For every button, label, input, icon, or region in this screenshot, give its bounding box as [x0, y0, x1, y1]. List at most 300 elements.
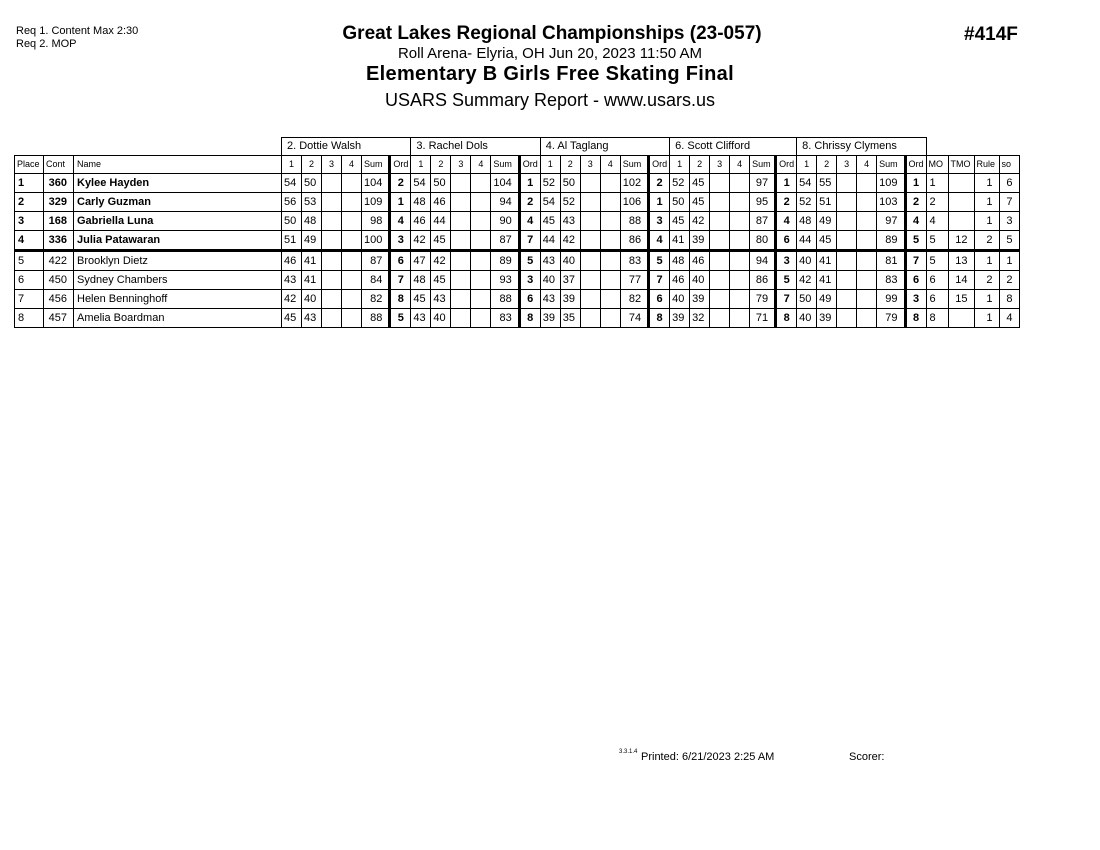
judge-score-cell: 44 [431, 212, 451, 231]
judge-score-cell: 48 [411, 271, 431, 290]
judge-ordinal-cell: 7 [649, 271, 670, 290]
judge-sum-cell: 87 [750, 212, 776, 231]
rule-cell: 2 [974, 271, 999, 290]
tmo-cell: 14 [948, 271, 974, 290]
judge-score-cell: 53 [302, 193, 322, 212]
judge-score-cell: 48 [797, 212, 817, 231]
judge-score-cell [342, 231, 362, 251]
judge-score-cell [837, 309, 857, 328]
judge-ordinal-cell: 6 [390, 251, 411, 271]
judge-score-cell: 43 [431, 290, 451, 309]
mo-cell: 5 [926, 231, 948, 251]
judge-sum-cell: 71 [750, 309, 776, 328]
judge-score-cell: 41 [817, 271, 837, 290]
contestant-number-cell: 168 [44, 212, 74, 231]
judge-score-cell [471, 290, 491, 309]
col-header-judge-1-sum: Sum [362, 156, 390, 174]
judge-score-cell: 39 [670, 309, 690, 328]
judge-score-cell [730, 193, 750, 212]
judge-sum-cell: 88 [362, 309, 390, 328]
judge-sum-cell: 86 [620, 231, 648, 251]
judge-score-cell [710, 271, 730, 290]
judge-score-cell [580, 251, 600, 271]
judge-sum-cell: 81 [877, 251, 905, 271]
judge-sum-cell: 83 [491, 309, 519, 328]
judge-score-cell: 54 [411, 174, 431, 193]
judge-ordinal-cell: 4 [776, 212, 797, 231]
judge-score-cell: 48 [670, 251, 690, 271]
judge-score-cell: 42 [431, 251, 451, 271]
judge-sum-cell: 88 [620, 212, 648, 231]
judge-score-cell [580, 212, 600, 231]
judge-score-cell: 43 [302, 309, 322, 328]
judge-score-cell [600, 231, 620, 251]
col-header-rule: Rule [974, 156, 999, 174]
judge-score-cell [837, 212, 857, 231]
judge-sum-cell: 99 [877, 290, 905, 309]
judge-sum-cell: 82 [362, 290, 390, 309]
judge-sum-cell: 83 [877, 271, 905, 290]
judge-score-cell: 45 [540, 212, 560, 231]
contestant-number-cell: 422 [44, 251, 74, 271]
judge-score-cell: 41 [302, 251, 322, 271]
judge-sum-cell: 86 [750, 271, 776, 290]
judge-score-cell [857, 251, 877, 271]
judge-score-cell: 39 [690, 290, 710, 309]
judge-score-cell [600, 251, 620, 271]
judge-score-cell: 52 [560, 193, 580, 212]
judge-ordinal-cell: 2 [519, 193, 540, 212]
judge-ordinal-cell: 8 [390, 290, 411, 309]
judge-score-cell [322, 271, 342, 290]
competition-title: Great Lakes Regional Championships (23-057) [342, 23, 762, 44]
table-row [15, 212, 1020, 231]
judge-sum-cell: 79 [750, 290, 776, 309]
rule-cell: 1 [974, 193, 999, 212]
table-row [15, 251, 1020, 271]
judge-ordinal-cell: 7 [519, 231, 540, 251]
judge-score-cell [730, 271, 750, 290]
judge-score-cell [857, 231, 877, 251]
judge-score-cell [857, 290, 877, 309]
skater-name-cell: Amelia Boardman [74, 309, 282, 328]
judge-score-cell [322, 212, 342, 231]
judge-score-cell: 40 [670, 290, 690, 309]
col-header-judge-2-score: 2 [431, 156, 451, 174]
judge-ordinal-cell: 6 [519, 290, 540, 309]
skater-name-cell: Brooklyn Dietz [74, 251, 282, 271]
judge-score-cell [451, 174, 471, 193]
judge-ordinal-cell: 1 [390, 193, 411, 212]
judge-score-cell: 46 [431, 193, 451, 212]
judge-score-cell: 46 [411, 212, 431, 231]
judge-score-cell [451, 271, 471, 290]
mo-cell: 5 [926, 251, 948, 271]
judge-score-cell [471, 251, 491, 271]
rule-cell: 1 [974, 251, 999, 271]
column-header-row [15, 156, 1020, 174]
judge-sum-cell: 104 [491, 174, 519, 193]
judge-score-cell [837, 231, 857, 251]
judge-sum-cell: 100 [362, 231, 390, 251]
software-version: 3.3.1.4 [619, 749, 638, 755]
judge-score-cell: 43 [540, 290, 560, 309]
judge-score-cell [580, 231, 600, 251]
judge-score-cell: 50 [431, 174, 451, 193]
judge-score-cell [322, 290, 342, 309]
judge-score-cell: 50 [670, 193, 690, 212]
place-cell: 7 [15, 290, 44, 309]
judge-score-cell: 48 [302, 212, 322, 231]
judge-score-cell: 40 [431, 309, 451, 328]
printed-timestamp: Printed: 6/21/2023 2:25 AM [641, 751, 775, 763]
col-header-judge-4-sum: Sum [750, 156, 776, 174]
judge-ordinal-cell: 4 [649, 231, 670, 251]
judge-ordinal-cell: 5 [905, 231, 926, 251]
judge-ordinal-cell: 1 [519, 174, 540, 193]
judge-ordinal-cell: 4 [390, 212, 411, 231]
judge-ordinal-cell: 5 [649, 251, 670, 271]
judge-score-cell: 50 [797, 290, 817, 309]
judge-score-cell [471, 271, 491, 290]
judge-score-cell: 55 [817, 174, 837, 193]
col-header-cont: Cont [44, 156, 74, 174]
col-header-judge-3-score: 3 [580, 156, 600, 174]
judge-sum-cell: 82 [620, 290, 648, 309]
rule-cell: 2 [974, 231, 999, 251]
judge-sum-cell: 77 [620, 271, 648, 290]
judge-ordinal-cell: 3 [649, 212, 670, 231]
skater-name-cell: Kylee Hayden [74, 174, 282, 193]
col-header-judge-3-score: 2 [560, 156, 580, 174]
judge-sum-cell: 74 [620, 309, 648, 328]
col-header-judge-5-score: 4 [857, 156, 877, 174]
table-row [15, 290, 1020, 309]
judge-score-cell: 39 [540, 309, 560, 328]
judge-name: 3. Rachel Dols [411, 138, 540, 156]
judge-score-cell: 43 [540, 251, 560, 271]
judge-ordinal-cell: 5 [390, 309, 411, 328]
col-header-judge-4-score: 1 [670, 156, 690, 174]
table-row [15, 271, 1020, 290]
judge-score-cell [837, 193, 857, 212]
judge-sum-cell: 103 [877, 193, 905, 212]
judge-score-cell [857, 271, 877, 290]
judge-sum-cell: 97 [750, 174, 776, 193]
judge-score-cell [342, 290, 362, 309]
mo-cell: 6 [926, 271, 948, 290]
judge-score-cell: 42 [282, 290, 302, 309]
judge-score-cell [322, 309, 342, 328]
judge-ordinal-cell: 2 [905, 193, 926, 212]
judge-score-cell [580, 290, 600, 309]
judge-sum-cell: 102 [620, 174, 648, 193]
judge-score-cell: 45 [817, 231, 837, 251]
col-header-judge-4-score: 2 [690, 156, 710, 174]
judge-score-cell: 45 [431, 271, 451, 290]
judge-name: 2. Dottie Walsh [282, 138, 411, 156]
judge-score-cell: 43 [411, 309, 431, 328]
judge-ordinal-cell: 3 [905, 290, 926, 309]
judge-score-cell: 51 [282, 231, 302, 251]
judge-ordinal-cell: 1 [776, 174, 797, 193]
tmo-cell [948, 309, 974, 328]
judge-score-cell [730, 290, 750, 309]
judge-score-cell [580, 309, 600, 328]
judge-score-cell [600, 309, 620, 328]
judge-score-cell: 41 [670, 231, 690, 251]
judge-sum-cell: 106 [620, 193, 648, 212]
judge-score-cell [710, 174, 730, 193]
judge-score-cell: 45 [690, 174, 710, 193]
tmo-cell: 12 [948, 231, 974, 251]
judge-score-cell [451, 193, 471, 212]
judge-score-cell [600, 271, 620, 290]
scorer-label: Scorer: [849, 751, 885, 763]
judge-ordinal-cell: 8 [776, 309, 797, 328]
judge-score-cell [342, 309, 362, 328]
judge-score-cell [837, 290, 857, 309]
contestant-number-cell: 450 [44, 271, 74, 290]
col-header-judge-4-ord: Ord [776, 156, 797, 174]
judge-score-cell: 49 [302, 231, 322, 251]
judge-sum-cell: 104 [362, 174, 390, 193]
judge-score-cell [710, 212, 730, 231]
judge-score-cell [451, 231, 471, 251]
contestant-number-cell: 336 [44, 231, 74, 251]
judge-score-cell [730, 309, 750, 328]
so-cell: 4 [999, 309, 1019, 328]
judge-score-cell [857, 174, 877, 193]
judge-score-cell [342, 271, 362, 290]
judge-score-cell: 50 [302, 174, 322, 193]
rule-cell: 1 [974, 309, 999, 328]
judge-sum-cell: 80 [750, 231, 776, 251]
judge-score-cell: 48 [411, 193, 431, 212]
col-header-so: so [999, 156, 1019, 174]
tmo-cell [948, 174, 974, 193]
judge-ordinal-cell: 3 [776, 251, 797, 271]
judge-score-cell [857, 212, 877, 231]
judge-score-cell: 32 [690, 309, 710, 328]
judge-score-cell: 45 [282, 309, 302, 328]
tmo-cell: 13 [948, 251, 974, 271]
col-header-judge-1-score: 3 [322, 156, 342, 174]
judge-score-cell [837, 271, 857, 290]
judge-score-cell: 40 [540, 271, 560, 290]
so-cell: 7 [999, 193, 1019, 212]
judge-score-cell: 40 [690, 271, 710, 290]
col-header-judge-5-ord: Ord [905, 156, 926, 174]
venue-line: Roll Arena- Elyria, OH Jun 20, 2023 11:50 AM [397, 45, 703, 62]
judge-score-cell [710, 290, 730, 309]
judge-score-cell: 52 [670, 174, 690, 193]
judge-ordinal-cell: 8 [649, 309, 670, 328]
col-header-judge-3-score: 4 [600, 156, 620, 174]
judge-score-cell: 54 [540, 193, 560, 212]
judge-score-cell [857, 193, 877, 212]
judge-score-cell: 41 [302, 271, 322, 290]
judge-sum-cell: 87 [491, 231, 519, 251]
judges-row [15, 138, 1020, 156]
col-header-judge-1-score: 2 [302, 156, 322, 174]
table-row [15, 231, 1020, 251]
judge-score-cell [451, 309, 471, 328]
tmo-cell [948, 193, 974, 212]
judge-score-cell: 37 [560, 271, 580, 290]
judge-score-cell [342, 174, 362, 193]
judge-score-cell: 50 [282, 212, 302, 231]
so-cell: 6 [999, 174, 1019, 193]
judge-score-cell [710, 193, 730, 212]
judge-ordinal-cell: 7 [776, 290, 797, 309]
judge-sum-cell: 93 [491, 271, 519, 290]
judge-name: 6. Scott Clifford [670, 138, 797, 156]
judge-score-cell [580, 193, 600, 212]
judge-ordinal-cell: 8 [905, 309, 926, 328]
judge-score-cell [600, 174, 620, 193]
judge-name: 4. Al Taglang [540, 138, 669, 156]
rule-cell: 1 [974, 174, 999, 193]
judge-score-cell: 49 [817, 212, 837, 231]
judge-sum-cell: 90 [491, 212, 519, 231]
judge-sum-cell: 88 [491, 290, 519, 309]
judge-score-cell: 45 [670, 212, 690, 231]
contestant-number-cell: 456 [44, 290, 74, 309]
judge-ordinal-cell: 7 [905, 251, 926, 271]
place-cell: 6 [15, 271, 44, 290]
judge-sum-cell: 109 [877, 174, 905, 193]
col-header-judge-5-sum: Sum [877, 156, 905, 174]
judge-score-cell [451, 290, 471, 309]
judge-ordinal-cell: 3 [519, 271, 540, 290]
so-cell: 3 [999, 212, 1019, 231]
judge-score-cell: 46 [670, 271, 690, 290]
judge-score-cell: 42 [690, 212, 710, 231]
so-cell: 8 [999, 290, 1019, 309]
col-header-judge-2-score: 1 [411, 156, 431, 174]
so-cell: 5 [999, 231, 1019, 251]
judge-sum-cell: 97 [877, 212, 905, 231]
judge-score-cell: 35 [560, 309, 580, 328]
judge-sum-cell: 84 [362, 271, 390, 290]
judge-ordinal-cell: 1 [905, 174, 926, 193]
judge-score-cell: 54 [797, 174, 817, 193]
col-header-judge-4-score: 3 [710, 156, 730, 174]
judge-score-cell [471, 193, 491, 212]
judge-score-cell [600, 193, 620, 212]
judge-score-cell: 46 [282, 251, 302, 271]
judge-score-cell: 41 [817, 251, 837, 271]
col-header-judge-1-score: 1 [282, 156, 302, 174]
col-header-judge-2-score: 3 [451, 156, 471, 174]
requirement-1: Req 1. Content Max 2:30 [16, 25, 139, 37]
contestant-number-cell: 360 [44, 174, 74, 193]
place-cell: 4 [15, 231, 44, 251]
judge-score-cell: 56 [282, 193, 302, 212]
place-cell: 8 [15, 309, 44, 328]
skater-name-cell: Carly Guzman [74, 193, 282, 212]
judge-score-cell: 49 [817, 290, 837, 309]
judge-sum-cell: 95 [750, 193, 776, 212]
col-header-judge-2-score: 4 [471, 156, 491, 174]
col-header-mo: MO [926, 156, 948, 174]
judge-score-cell: 39 [690, 231, 710, 251]
judge-score-cell: 54 [282, 174, 302, 193]
judge-sum-cell: 89 [491, 251, 519, 271]
col-header-tmo: TMO [948, 156, 974, 174]
judge-score-cell: 40 [797, 309, 817, 328]
judge-score-cell [730, 231, 750, 251]
event-name: Elementary B Girls Free Skating Final [366, 63, 734, 85]
judge-score-cell: 51 [817, 193, 837, 212]
judge-ordinal-cell: 6 [905, 271, 926, 290]
col-header-place: Place [15, 156, 44, 174]
contestant-number-cell: 329 [44, 193, 74, 212]
mo-cell: 1 [926, 174, 948, 193]
rule-cell: 1 [974, 212, 999, 231]
judge-score-cell [857, 309, 877, 328]
judge-score-cell: 42 [411, 231, 431, 251]
judge-score-cell [710, 231, 730, 251]
judge-score-cell [322, 193, 342, 212]
judge-score-cell [322, 174, 342, 193]
judge-ordinal-cell: 4 [519, 212, 540, 231]
judge-score-cell: 50 [560, 174, 580, 193]
col-header-judge-1-score: 4 [342, 156, 362, 174]
tmo-cell: 15 [948, 290, 974, 309]
event-code: #414F [964, 24, 1018, 45]
mo-cell: 2 [926, 193, 948, 212]
judge-ordinal-cell: 1 [649, 193, 670, 212]
judge-ordinal-cell: 2 [649, 174, 670, 193]
judge-score-cell: 43 [560, 212, 580, 231]
col-header-judge-3-ord: Ord [649, 156, 670, 174]
mo-cell: 6 [926, 290, 948, 309]
table-row [15, 174, 1020, 193]
judge-score-cell [322, 231, 342, 251]
so-cell: 2 [999, 271, 1019, 290]
judge-sum-cell: 89 [877, 231, 905, 251]
judge-sum-cell: 98 [362, 212, 390, 231]
judge-ordinal-cell: 3 [390, 231, 411, 251]
mo-cell: 8 [926, 309, 948, 328]
place-cell: 3 [15, 212, 44, 231]
judge-score-cell: 46 [690, 251, 710, 271]
judge-name: 8. Chrissy Clymens [797, 138, 926, 156]
judge-sum-cell: 109 [362, 193, 390, 212]
judge-score-cell: 39 [560, 290, 580, 309]
col-header-judge-2-sum: Sum [491, 156, 519, 174]
judge-score-cell: 52 [797, 193, 817, 212]
col-header-judge-4-score: 4 [730, 156, 750, 174]
col-header-judge-5-score: 1 [797, 156, 817, 174]
judge-score-cell [451, 251, 471, 271]
table-row [15, 309, 1020, 328]
judge-score-cell [342, 193, 362, 212]
judge-score-cell: 40 [560, 251, 580, 271]
judge-ordinal-cell: 5 [519, 251, 540, 271]
judge-score-cell [600, 212, 620, 231]
judge-ordinal-cell: 5 [776, 271, 797, 290]
judge-ordinal-cell: 8 [519, 309, 540, 328]
judge-score-cell [471, 309, 491, 328]
judge-score-cell [322, 251, 342, 271]
judge-score-cell: 45 [411, 290, 431, 309]
place-cell: 5 [15, 251, 44, 271]
col-header-judge-3-sum: Sum [620, 156, 648, 174]
judge-score-cell: 47 [411, 251, 431, 271]
